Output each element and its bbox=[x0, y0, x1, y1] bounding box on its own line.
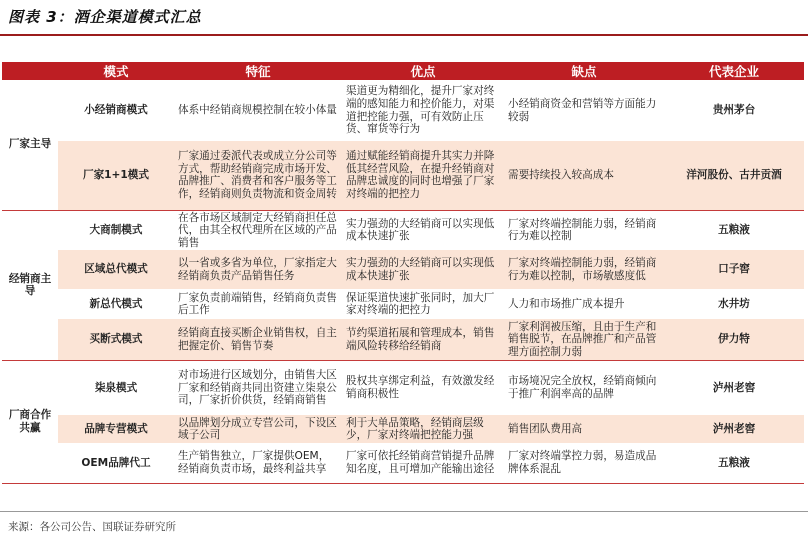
mode-cell: OEM品牌代工 bbox=[58, 443, 174, 483]
chart-title: 图表 3：酒企渠道模式汇总 bbox=[8, 8, 202, 26]
pros-cell: 利于大单品策略，经销商层级少，厂家对终端把控能力强 bbox=[342, 415, 504, 443]
mode-cell: 小经销商模式 bbox=[84, 104, 148, 117]
corp-cell: 洋河股份、古井贡酒 bbox=[664, 141, 804, 210]
pros-cell: 实力强劲的大经销商可以实现低成本快速扩张 bbox=[346, 217, 495, 243]
mode-cell: 买断式模式 bbox=[58, 319, 174, 360]
header-mode: 模式 bbox=[58, 62, 174, 80]
header-feature: 特征 bbox=[174, 62, 342, 80]
group-label: 经销商主导 bbox=[2, 210, 58, 360]
feature-cell: 厂家通过委派代表或成立分公司等方式，帮助经销商完成市场开发、品牌推广、消费者和客户服务等工作，经销商则负责物流和资金周转 bbox=[174, 141, 342, 210]
feature-cell: 以品牌划分成立专营公司，下设区域子公司 bbox=[174, 415, 342, 443]
cons-cell: 小经销商资金和营销等方面能力较弱 bbox=[508, 97, 657, 123]
pros-cell: 保证渠道快速扩张同时，加大厂家对终端的把控力 bbox=[346, 291, 495, 317]
header-cons: 缺点 bbox=[504, 62, 664, 80]
table-row bbox=[2, 443, 804, 483]
mode-cell: 品牌专营模式 bbox=[58, 415, 174, 443]
mode-cell: 大商制模式 bbox=[89, 224, 143, 237]
header-corp: 代表企业 bbox=[664, 62, 804, 80]
source-divider bbox=[0, 511, 808, 512]
source-note: 来源：各公司公告、国联证券研究所 bbox=[8, 521, 176, 533]
header-pros: 优点 bbox=[342, 62, 504, 80]
feature-cell: 经销商直接买断企业销售权，自主把握定价、销售节奏 bbox=[174, 319, 342, 360]
cons-cell: 需要持续投入较高成本 bbox=[504, 141, 664, 210]
corp-cell: 五粮液 bbox=[718, 224, 750, 237]
feature-cell: 生产销售独立，厂家提供OEM，经销商负责市场，最终利益共享 bbox=[174, 443, 342, 483]
header-group bbox=[2, 62, 58, 80]
corp-cell: 五粮液 bbox=[664, 443, 804, 483]
table-row bbox=[2, 80, 804, 141]
corp-cell: 泸州老窖 bbox=[664, 415, 804, 443]
table-row bbox=[2, 141, 804, 210]
table-row bbox=[2, 415, 804, 443]
title-divider bbox=[0, 34, 808, 36]
table-row bbox=[2, 360, 804, 415]
table-header-row bbox=[2, 62, 804, 80]
cons-cell: 销售团队费用高 bbox=[504, 415, 664, 443]
mode-cell: 新总代模式 bbox=[89, 297, 143, 310]
group-label: 厂家主导 bbox=[2, 80, 58, 210]
corp-cell: 贵州茅台 bbox=[712, 104, 756, 117]
feature-cell: 体系中经销商规模控制在较小体量 bbox=[178, 104, 337, 117]
pros-cell: 实力强劲的大经销商可以实现低成本快速扩张 bbox=[342, 250, 504, 289]
cons-cell: 厂家对终端掌控力弱，易造成品牌体系混乱 bbox=[504, 443, 664, 483]
corp-cell: 伊力特 bbox=[664, 319, 804, 360]
mode-cell: 厂家1+1模式 bbox=[58, 141, 174, 210]
cons-cell: 人力和市场推广成本提升 bbox=[508, 297, 625, 310]
pros-cell: 通过赋能经销商提升其实力并降低其经营风险，在提升经销商对品牌忠诚度的同时也增强了厂家对终端的把控力 bbox=[342, 141, 504, 210]
table-row bbox=[2, 250, 804, 289]
mode-cell: 柒泉模式 bbox=[94, 381, 138, 394]
cons-cell: 厂家对终端控制能力弱，经销商行为难以控制，市场敏感度低 bbox=[504, 250, 664, 289]
table-row bbox=[2, 289, 804, 319]
corp-cell: 泸州老窖 bbox=[712, 381, 756, 394]
table-row bbox=[2, 210, 804, 250]
channel-mode-table bbox=[2, 62, 804, 484]
feature-cell: 厂家负责前端销售，经销商负责售后工作 bbox=[178, 291, 337, 317]
corp-cell: 口子窖 bbox=[664, 250, 804, 289]
feature-cell: 对市场进行区域划分，由销售大区厂家和经销商共同出资建立柒泉公司，厂家折价供货，经销商销售 bbox=[178, 369, 337, 407]
pros-cell: 渠道更为精细化，提升厂家对终端的感知能力和控价能力，对渠道把控能力强，可有效防止压货、窜货等行为 bbox=[346, 85, 495, 136]
feature-cell: 以一省或多省为单位，厂家指定大经销商负责产品销售任务 bbox=[174, 250, 342, 289]
pros-cell: 厂家可依托经销商营销提升品牌知名度，且可增加产能输出途径 bbox=[342, 443, 504, 483]
mode-cell: 区域总代模式 bbox=[58, 250, 174, 289]
table-row bbox=[2, 319, 804, 360]
cons-cell: 厂家利润被压缩，且由于生产和销售脱节，在品牌推广和产品管理方面控制力弱 bbox=[504, 319, 664, 360]
group-label: 厂商合作共赢 bbox=[2, 360, 58, 483]
pros-cell: 股权共享绑定利益，有效激发经销商积极性 bbox=[346, 375, 495, 401]
pros-cell: 节约渠道拓展和管理成本，销售端风险转移给经销商 bbox=[342, 319, 504, 360]
cons-cell: 厂家对终端控制能力弱，经销商行为难以控制 bbox=[508, 217, 657, 243]
cons-cell: 市场境况完全放权，经销商倾向于推广利润率高的品牌 bbox=[508, 375, 657, 401]
feature-cell: 在各市场区域制定大经销商担任总代，由其全权代理所在区域的产品销售 bbox=[178, 211, 337, 249]
corp-cell: 水井坊 bbox=[718, 297, 750, 310]
